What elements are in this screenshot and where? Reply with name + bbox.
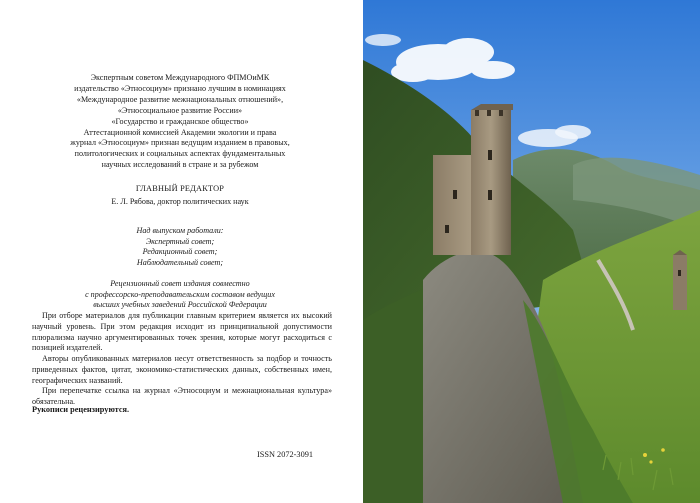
policy-paragraph: При отборе материалов для публикации главным критерием является их высокий научный уровень. При этом редакция исходит из принципиальной допустимости плюрализма научно аргументированных точек зрения, которые могут расходиться с позицией издателей. [32, 311, 332, 353]
policy-paragraph: Авторы опубликованных материалов несут ответственность за подбор и точность приведенных фактов, цитат, экономико-статистических данных, собственных имен, географических названий. [32, 354, 332, 385]
awards-line: «Международное развитие межнациональных отношений», [76, 94, 284, 104]
policy-paragraph: При перепечатке ссылка на журнал «Этносоциум и межнациональная культура» обязательна. [32, 386, 332, 406]
editorial-policy [32, 311, 332, 408]
review-council-line: высших учебных заведений Российской Федерации [93, 300, 267, 310]
issue-work-item: Экспертный совет; [145, 236, 215, 246]
issue-work-block [20, 226, 340, 269]
awards-line: научных исследований в стране и за рубежом [101, 160, 259, 170]
editor-name: Е. Л. Рябова, доктор политических наук [111, 197, 249, 206]
tower-distant [673, 250, 687, 310]
issue-work-item: Наблюдательный совет; [136, 258, 224, 268]
photo-illustration [363, 0, 700, 503]
review-council-line: Рецензионный совет издания совместно [110, 279, 250, 288]
awards-line: «Государство и гражданское общество» [111, 116, 249, 126]
review-council-line: с профессорско-преподавательским составом ведущих [85, 289, 275, 299]
awards-line: издательство «Этносоциум» признано лучшим в номинациях [74, 83, 286, 93]
issue-work-heading: Над выпуском работали: [136, 226, 224, 235]
manuscripts-note: Рукописи рецензируются. [32, 405, 130, 414]
awards-line: политологических и социальных аспектах фундаментальных [74, 149, 286, 159]
issue-work-item: Редакционный совет; [142, 247, 218, 257]
awards-line: журнал «Этносоциум» признан ведущим изданием в правовых, [70, 138, 290, 148]
mountain-tower-photo [363, 0, 700, 503]
review-council-block [20, 279, 340, 311]
editor-title: ГЛАВНЫЙ РЕДАКТОР [135, 184, 225, 193]
awards-line: «Этносоциальное развитие России» [117, 105, 243, 115]
awards-block [20, 73, 340, 171]
awards-line: Аттестационной комиссией Академии экологии и права [83, 127, 277, 137]
awards-line: Экспертным советом Международного ФПМОиМК [90, 73, 270, 82]
issn-number: ISSN 2072-3091 [257, 450, 314, 459]
